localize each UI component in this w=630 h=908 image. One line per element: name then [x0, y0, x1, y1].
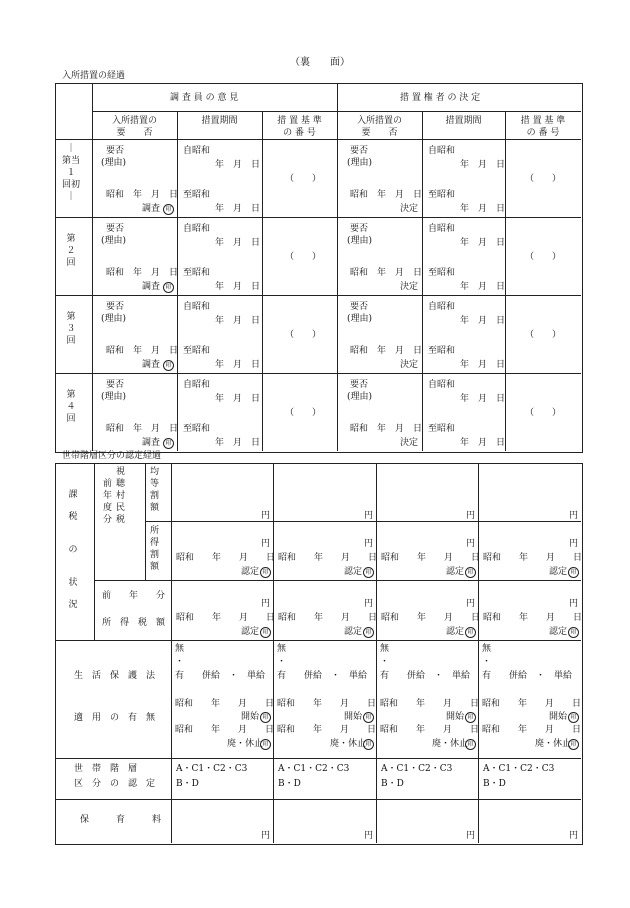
seal-mark: 印 [465, 567, 476, 578]
reason-label: (理由) [101, 236, 127, 246]
to-label: 至昭和 [183, 346, 211, 356]
welfare-start-3: 開始 [446, 712, 465, 722]
to-label-decision: 至昭和 [428, 190, 456, 200]
welfare-none-3: 無 [380, 644, 390, 654]
decision-date: 昭和 年 月 日 [350, 268, 423, 278]
from-label-decision: 自昭和 [428, 224, 456, 234]
tax-certify-4: 認定 [549, 627, 568, 637]
income-date-4: 昭和 年 月 日 [483, 553, 583, 563]
tax-certify-1: 認定 [241, 627, 260, 637]
to-ymd-decision: 年 月 日 [460, 360, 506, 370]
decision-date: 昭和 年 月 日 [350, 346, 423, 356]
welfare-start-date-3: 昭和 年 月 日 [380, 699, 480, 709]
seal-mark: 印 [363, 627, 374, 638]
tax-status-label: 課 税 の 状 況 [68, 490, 78, 610]
from-label: 自昭和 [183, 380, 211, 390]
from-label: 自昭和 [183, 302, 211, 312]
to-label: 至昭和 [183, 268, 211, 278]
yen-fee-4: 円 [569, 831, 579, 841]
std-number-left: （ ） [285, 330, 322, 340]
welfare-dot-4: ・ [482, 657, 492, 667]
childcare-fee-label: 保 育 料 [80, 815, 162, 825]
col-header-period: 措置期間 [201, 116, 238, 126]
survey-date: 昭和 年 月 日 [106, 268, 179, 278]
welfare-apply-label: 適 用 の 有 無 [74, 713, 156, 723]
seal-mark: 印 [163, 360, 174, 371]
welfare-dot-1: ・ [175, 657, 185, 667]
to-ymd-decision: 年 月 日 [460, 438, 506, 448]
welfare-start-date-1: 昭和 年 月 日 [175, 699, 275, 709]
seal-mark: 印 [465, 739, 476, 750]
from-ymd-decision: 年 月 日 [460, 316, 506, 326]
to-label-decision: 至昭和 [428, 424, 456, 434]
municipal-tax-label: 視 聴 村 民 税 [116, 467, 126, 525]
welfare-start-2: 開始 [344, 712, 363, 722]
household-class-label-2: 区 分 の 認 定 [74, 779, 156, 789]
welfare-law-label: 生 活 保 護 法 [74, 671, 156, 681]
survey-date: 昭和 年 月 日 [106, 424, 179, 434]
reason-label: (理由) [101, 158, 127, 168]
seal-mark: 印 [465, 627, 476, 638]
yen-fee-3: 円 [466, 831, 476, 841]
income-date-3: 昭和 年 月 日 [381, 553, 481, 563]
tax-certify-3: 認定 [446, 627, 465, 637]
to-ymd: 年 月 日 [215, 360, 261, 370]
to-label-decision: 至昭和 [428, 346, 456, 356]
welfare-start-date-4: 昭和 年 月 日 [482, 699, 582, 709]
std-number-left: （ ） [285, 174, 322, 184]
welfare-dot-2: ・ [277, 657, 287, 667]
yen-income-3: 円 [466, 539, 476, 549]
page-title: （裏 面） [290, 57, 350, 68]
std-number-right: （ ） [525, 408, 562, 418]
yen-equal-1: 円 [261, 511, 271, 521]
seal-mark: 印 [163, 282, 174, 293]
class-options-1-1: A・C1・C2・C3 [176, 764, 248, 774]
survey-label: 調査 [142, 360, 161, 370]
income-certify-2: 認定 [344, 567, 363, 577]
welfare-none-2: 無 [277, 644, 287, 654]
decision-label: 決定 [400, 438, 419, 448]
welfare-has-1: 有 併給 ・ 単給 [175, 671, 266, 681]
to-ymd-decision: 年 月 日 [460, 204, 506, 214]
survey-date: 昭和 年 月 日 [106, 190, 179, 200]
welfare-none-1: 無 [175, 644, 185, 654]
need-label-decision: 要否 [350, 224, 369, 234]
household-class-label-1: 世 帯 階 層 [74, 764, 138, 774]
decision-date: 昭和 年 月 日 [350, 424, 423, 434]
yen-tax-1: 円 [261, 599, 271, 609]
decision-label: 決定 [400, 204, 419, 214]
seal-mark: 印 [568, 712, 579, 723]
from-label: 自昭和 [183, 224, 211, 234]
welfare-stop-date-1: 昭和 年 月 日 [175, 725, 275, 735]
from-ymd: 年 月 日 [215, 160, 261, 170]
row-label-2: 第 ２ 回 [66, 234, 76, 268]
welfare-stop-2: 廃・休止 [330, 739, 367, 749]
seal-mark: 印 [260, 627, 271, 638]
survey-label: 調査 [142, 282, 161, 292]
need-label: 要否 [106, 380, 125, 390]
yen-tax-2: 円 [364, 599, 374, 609]
income-amount-label: 所 得 割 額 [150, 526, 160, 572]
seal-mark: 印 [568, 739, 579, 750]
std-number-left: （ ） [285, 252, 322, 262]
tax-date-3: 昭和 年 月 日 [381, 613, 481, 623]
yen-income-2: 円 [364, 539, 374, 549]
reason-label-decision: (理由) [347, 158, 373, 168]
tax-date-4: 昭和 年 月 日 [483, 613, 583, 623]
from-label-decision: 自昭和 [428, 302, 456, 312]
tax-certify-2: 認定 [344, 627, 363, 637]
seal-mark: 印 [260, 739, 271, 750]
welfare-has-2: 有 併給 ・ 単給 [277, 671, 368, 681]
yen-tax-3: 円 [466, 599, 476, 609]
welfare-stop-1: 廃・休止 [227, 739, 264, 749]
row-label-1: ｜ 第当 １ 回初 ｜ [62, 144, 81, 202]
from-ymd: 年 月 日 [215, 394, 261, 404]
need-label: 要否 [106, 224, 125, 234]
to-ymd: 年 月 日 [215, 204, 261, 214]
std-number-right: （ ） [525, 174, 562, 184]
seal-mark: 印 [568, 627, 579, 638]
seal-mark: 印 [260, 712, 271, 723]
seal-mark: 印 [163, 204, 174, 215]
welfare-stop-4: 廃・休止 [535, 739, 572, 749]
to-label: 至昭和 [183, 190, 211, 200]
from-label: 自昭和 [183, 146, 211, 156]
to-label-decision: 至昭和 [428, 268, 456, 278]
from-ymd-decision: 年 月 日 [460, 394, 506, 404]
header-investigator-opinion: 調 査 員 の 意 見 [170, 93, 239, 103]
need-label: 要否 [106, 302, 125, 312]
tax-date-1: 昭和 年 月 日 [176, 613, 276, 623]
yen-fee-1: 円 [261, 831, 271, 841]
yen-income-4: 円 [569, 539, 579, 549]
income-certify-3: 認定 [446, 567, 465, 577]
std-number-right: （ ） [525, 330, 562, 340]
class-options-2-3: B・D [381, 779, 404, 789]
welfare-has-3: 有 併給 ・ 単給 [380, 671, 471, 681]
reason-label: (理由) [101, 392, 127, 402]
yen-equal-4: 円 [569, 511, 579, 521]
seal-mark: 印 [163, 438, 174, 449]
seal-mark: 印 [363, 712, 374, 723]
reason-label-decision: (理由) [347, 236, 373, 246]
welfare-none-4: 無 [482, 644, 492, 654]
income-certify-1: 認定 [241, 567, 260, 577]
class-options-2-2: B・D [278, 779, 301, 789]
seal-mark: 印 [465, 712, 476, 723]
col-header-need: 入所措置の 要 否 [356, 116, 402, 138]
yen-fee-2: 円 [364, 831, 374, 841]
welfare-stop-date-4: 昭和 年 月 日 [482, 725, 582, 735]
to-ymd: 年 月 日 [215, 438, 261, 448]
class-options-1-4: A・C1・C2・C3 [483, 764, 555, 774]
col-header-std: 措 置 基 準 の 番 号 [520, 116, 566, 138]
from-ymd-decision: 年 月 日 [460, 238, 506, 248]
from-label-decision: 自昭和 [428, 146, 456, 156]
prev-year-income-tax-2: 所 得 税 額 [102, 618, 166, 628]
seal-mark: 印 [568, 567, 579, 578]
to-ymd-decision: 年 月 日 [460, 282, 506, 292]
welfare-has-4: 有 併給 ・ 単給 [482, 671, 573, 681]
reason-label: (理由) [101, 314, 127, 324]
welfare-start-4: 開始 [549, 712, 568, 722]
section1-title: 入所措置の経過 [62, 71, 126, 81]
header-authority-decision: 措 置 権 者 の 決 定 [400, 93, 481, 103]
reason-label-decision: (理由) [347, 314, 373, 324]
seal-mark: 印 [363, 739, 374, 750]
yen-tax-4: 円 [569, 599, 579, 609]
survey-date: 昭和 年 月 日 [106, 346, 179, 356]
need-label-decision: 要否 [350, 146, 369, 156]
welfare-start-date-2: 昭和 年 月 日 [277, 699, 377, 709]
welfare-stop-3: 廃・休止 [432, 739, 469, 749]
decision-date: 昭和 年 月 日 [350, 190, 423, 200]
need-label: 要否 [106, 146, 125, 156]
decision-label: 決定 [400, 360, 419, 370]
section2-title: 世帯階層区分の認定経過 [62, 451, 162, 461]
welfare-stop-date-2: 昭和 年 月 日 [277, 725, 377, 735]
col-header-period: 措置期間 [445, 116, 482, 126]
yen-income-1: 円 [261, 539, 271, 549]
reason-label-decision: (理由) [347, 392, 373, 402]
need-label-decision: 要否 [350, 302, 369, 312]
class-options-1-2: A・C1・C2・C3 [278, 764, 350, 774]
class-options-2-1: B・D [176, 779, 199, 789]
yen-equal-2: 円 [364, 511, 374, 521]
welfare-stop-date-3: 昭和 年 月 日 [380, 725, 480, 735]
yen-equal-3: 円 [466, 511, 476, 521]
tax-date-2: 昭和 年 月 日 [278, 613, 378, 623]
row-label-3: 第 ３ 回 [66, 312, 76, 346]
to-ymd: 年 月 日 [215, 282, 261, 292]
equal-amount-label: 均 等 割 額 [150, 467, 160, 513]
survey-label: 調査 [142, 438, 161, 448]
need-label-decision: 要否 [350, 380, 369, 390]
prev-year-label: 前 年 度 分 [103, 479, 113, 525]
from-label-decision: 自昭和 [428, 380, 456, 390]
from-ymd: 年 月 日 [215, 316, 261, 326]
prev-year-income-tax-1: 前 年 分 [102, 591, 166, 601]
class-options-2-4: B・D [483, 779, 506, 789]
decision-label: 決定 [400, 282, 419, 292]
income-certify-4: 認定 [549, 567, 568, 577]
welfare-dot-3: ・ [380, 657, 390, 667]
income-date-2: 昭和 年 月 日 [278, 553, 378, 563]
survey-label: 調査 [142, 204, 161, 214]
seal-mark: 印 [260, 567, 271, 578]
class-options-1-3: A・C1・C2・C3 [381, 764, 453, 774]
row-label-4: 第 ４ 回 [66, 390, 76, 424]
seal-mark: 印 [363, 567, 374, 578]
income-date-1: 昭和 年 月 日 [176, 553, 276, 563]
to-label: 至昭和 [183, 424, 211, 434]
col-header-std: 措 置 基 準 の 番 号 [277, 116, 322, 138]
col-header-need: 入所措置の 要 否 [111, 116, 157, 138]
from-ymd-decision: 年 月 日 [460, 160, 506, 170]
welfare-start-1: 開始 [241, 712, 260, 722]
std-number-left: （ ） [285, 408, 322, 418]
std-number-right: （ ） [525, 252, 562, 262]
from-ymd: 年 月 日 [215, 238, 261, 248]
